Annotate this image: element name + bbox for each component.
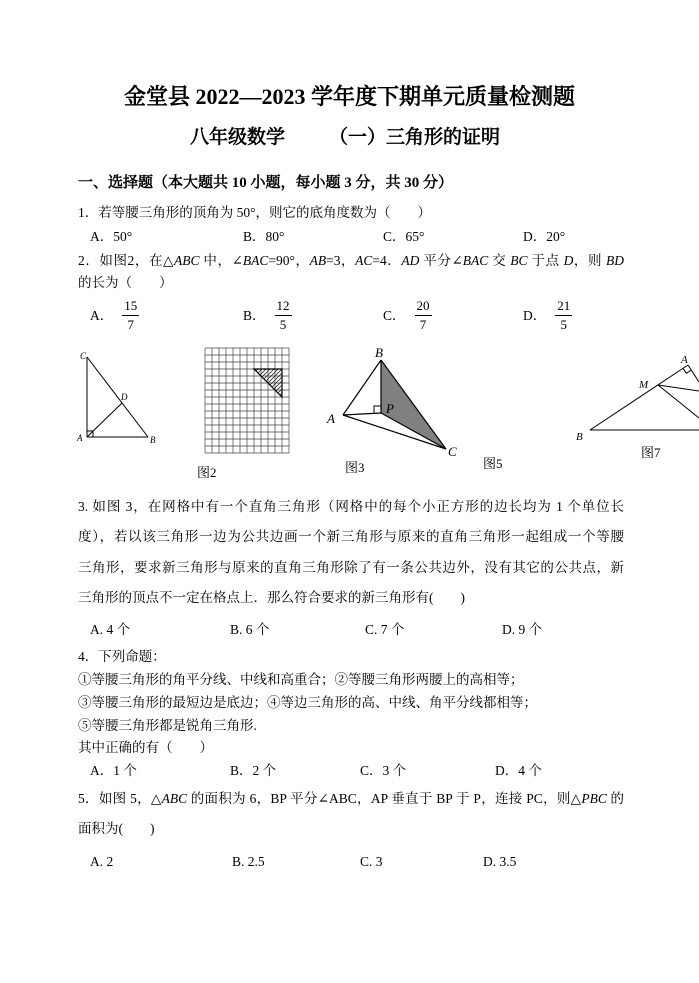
text-run: 中，∠ <box>199 253 243 268</box>
q5-stem-line-2: 面积为( ) <box>78 821 155 836</box>
q5-option-b: B. 2.5 <box>232 854 265 869</box>
vertex-label-d: D <box>121 392 128 402</box>
vertex-label-b: B <box>150 435 156 445</box>
vertex-label-a: A <box>327 411 335 426</box>
q4-question-line: 其中正确的有（ ） <box>78 740 213 755</box>
option-letter: D． <box>523 307 547 323</box>
text-run: =90°， <box>268 253 310 268</box>
math-variable: D <box>563 253 574 268</box>
figure-triangle-m <box>576 354 699 443</box>
figures-band <box>0 330 699 490</box>
text-run: 的面积为 6，BP 平分∠ABC，AP 垂直于 BP 于 P，连接 PC，则△ <box>187 791 582 806</box>
math-variable: BAC <box>462 253 489 268</box>
q4-statement-line-1: ①等腰三角形的角平分线、中线和高重合；②等腰三角形两腰上的高相等； <box>78 672 524 687</box>
subject-grade: 八年级数学 <box>190 127 286 148</box>
option-letter: A． <box>90 307 114 323</box>
fraction-numerator: 21 <box>555 298 572 316</box>
q3-option-d: D. 9 个 <box>502 622 543 637</box>
q4-stem-line-1: 4．下列命题： <box>78 649 166 664</box>
figure-right-triangle-bisector <box>87 357 148 437</box>
math-variable: AC <box>355 253 373 268</box>
option-letter: B． <box>243 307 266 323</box>
q3-stem-line-3: 三角形，要求新三角形与原来的直角三角形除了有一条公共边外，没有其它的公共点，新 <box>78 560 624 575</box>
math-variable: AB <box>309 253 327 268</box>
text-run: =3， <box>326 253 356 268</box>
figure-grid <box>205 348 289 453</box>
caption-figure-5: 图5 <box>483 456 503 471</box>
math-variable: ABC <box>173 253 200 268</box>
text-run: 平分∠ <box>419 253 463 268</box>
q4-option-b: B．2 个 <box>230 763 277 778</box>
q5-stem-line-1 <box>78 791 624 807</box>
q5-option-c: C. 3 <box>360 854 383 869</box>
q3-option-a: A. 4 个 <box>90 622 131 637</box>
q4-option-c: C．3 个 <box>360 763 407 778</box>
math-variable: PBC <box>581 791 607 806</box>
segment-from-a <box>688 365 699 382</box>
unit-title: （一）三角形的证明 <box>329 127 501 148</box>
exam-title: 金堂县 2022—2023 学年度下期单元质量检测题 <box>123 84 575 109</box>
figure-triangle-p <box>326 345 457 459</box>
q3-stem-line-1: 3. 如图 3，在网格中有一个直角三角形（网格中的每个小正方形的边长均为 1 个单位长 <box>78 499 624 514</box>
grid-lines <box>205 348 289 453</box>
right-angle-mark <box>374 406 381 413</box>
q2-option-c <box>383 298 432 333</box>
side-cb <box>87 357 148 437</box>
text-run: =4． <box>372 253 402 268</box>
caption-figure-3: 图3 <box>345 460 365 475</box>
q1-stem: 1．若等腰三角形的顶角为 50°，则它的底角度数为（ ） <box>78 205 432 220</box>
side-ab <box>343 360 381 415</box>
vertex-label-a: A <box>681 354 688 366</box>
fraction <box>122 298 139 333</box>
text-run: 的 <box>606 791 624 806</box>
math-variable: BAC <box>242 253 269 268</box>
q3-stem-line-2: 度），若以该三角形一边为公共边画一个新三角形与原来的直角三角形一起组成一个等腰 <box>78 529 624 544</box>
fraction-numerator: 12 <box>275 298 292 316</box>
triangle-hatching <box>256 369 282 395</box>
vertex-label-p: P <box>386 401 394 416</box>
bisector-ad <box>87 403 122 437</box>
q1-option-a: A．50° <box>90 229 133 244</box>
q3-option-c: C. 7 个 <box>365 622 405 637</box>
q1-option-b: B．80° <box>243 229 285 244</box>
vertex-label-m: M <box>639 379 649 391</box>
section-heading: 一、选择题（本大题共 10 小题，每小题 3 分，共 30 分） <box>78 175 454 191</box>
math-variable: BD <box>606 253 625 268</box>
fraction <box>415 298 432 333</box>
fraction-denominator: 5 <box>560 317 567 332</box>
fraction-denominator: 7 <box>127 317 134 332</box>
q2-option-d <box>523 298 572 333</box>
text-run: 交 <box>488 253 511 268</box>
fraction <box>555 298 572 333</box>
q2-option-a <box>90 298 139 333</box>
q5-option-a: A. 2 <box>90 854 114 869</box>
q2-stem-line-2: 的长为（ ） <box>78 275 173 290</box>
q2-option-b <box>243 298 292 333</box>
q1-option-d: D．20° <box>523 229 566 244</box>
caption-figure-7: 图7 <box>641 445 661 460</box>
vertex-label-c: C <box>448 444 457 459</box>
q4-option-a: A．1 个 <box>90 763 137 778</box>
vertex-label-a: A <box>77 433 83 443</box>
fraction-numerator: 15 <box>122 298 139 316</box>
text-run: 于点 <box>527 253 564 268</box>
math-variable: AD <box>401 253 420 268</box>
q4-option-d: D．4 个 <box>495 763 542 778</box>
text-run: 5．如图 5，△ <box>78 791 162 806</box>
q2-stem-line-1 <box>78 253 624 269</box>
q5-option-d: D. 3.5 <box>483 854 517 869</box>
caption-figure-2: 图2 <box>197 465 217 480</box>
q3-option-b: B. 6 个 <box>230 622 270 637</box>
q4-statement-line-3: ⑤等腰三角形都是锐角三角形. <box>78 718 257 733</box>
segment-ap <box>343 413 381 415</box>
q1-option-c: C．65° <box>383 229 425 244</box>
vertex-label-c: C <box>80 351 87 361</box>
math-variable: ABC <box>161 791 188 806</box>
fraction-numerator: 20 <box>415 298 432 316</box>
math-variable: BC <box>510 253 528 268</box>
text-run: 2．如图2，在△ <box>78 253 174 268</box>
vertex-label-b: B <box>576 431 583 443</box>
option-letter: C． <box>383 307 406 323</box>
q4-statement-line-2: ③等腰三角形的最短边是底边；④等边三角形的高、中线、角平分线都相等； <box>78 695 537 710</box>
q3-stem-line-4: 三角形的顶点不一定在格点上．那么符合要求的新三角形有( ) <box>78 590 465 605</box>
fraction-denominator: 7 <box>419 317 427 332</box>
text-run: ，则 <box>573 253 607 268</box>
fraction-denominator: 5 <box>279 317 287 332</box>
vertex-label-b: B <box>375 345 383 360</box>
fraction <box>275 298 292 333</box>
